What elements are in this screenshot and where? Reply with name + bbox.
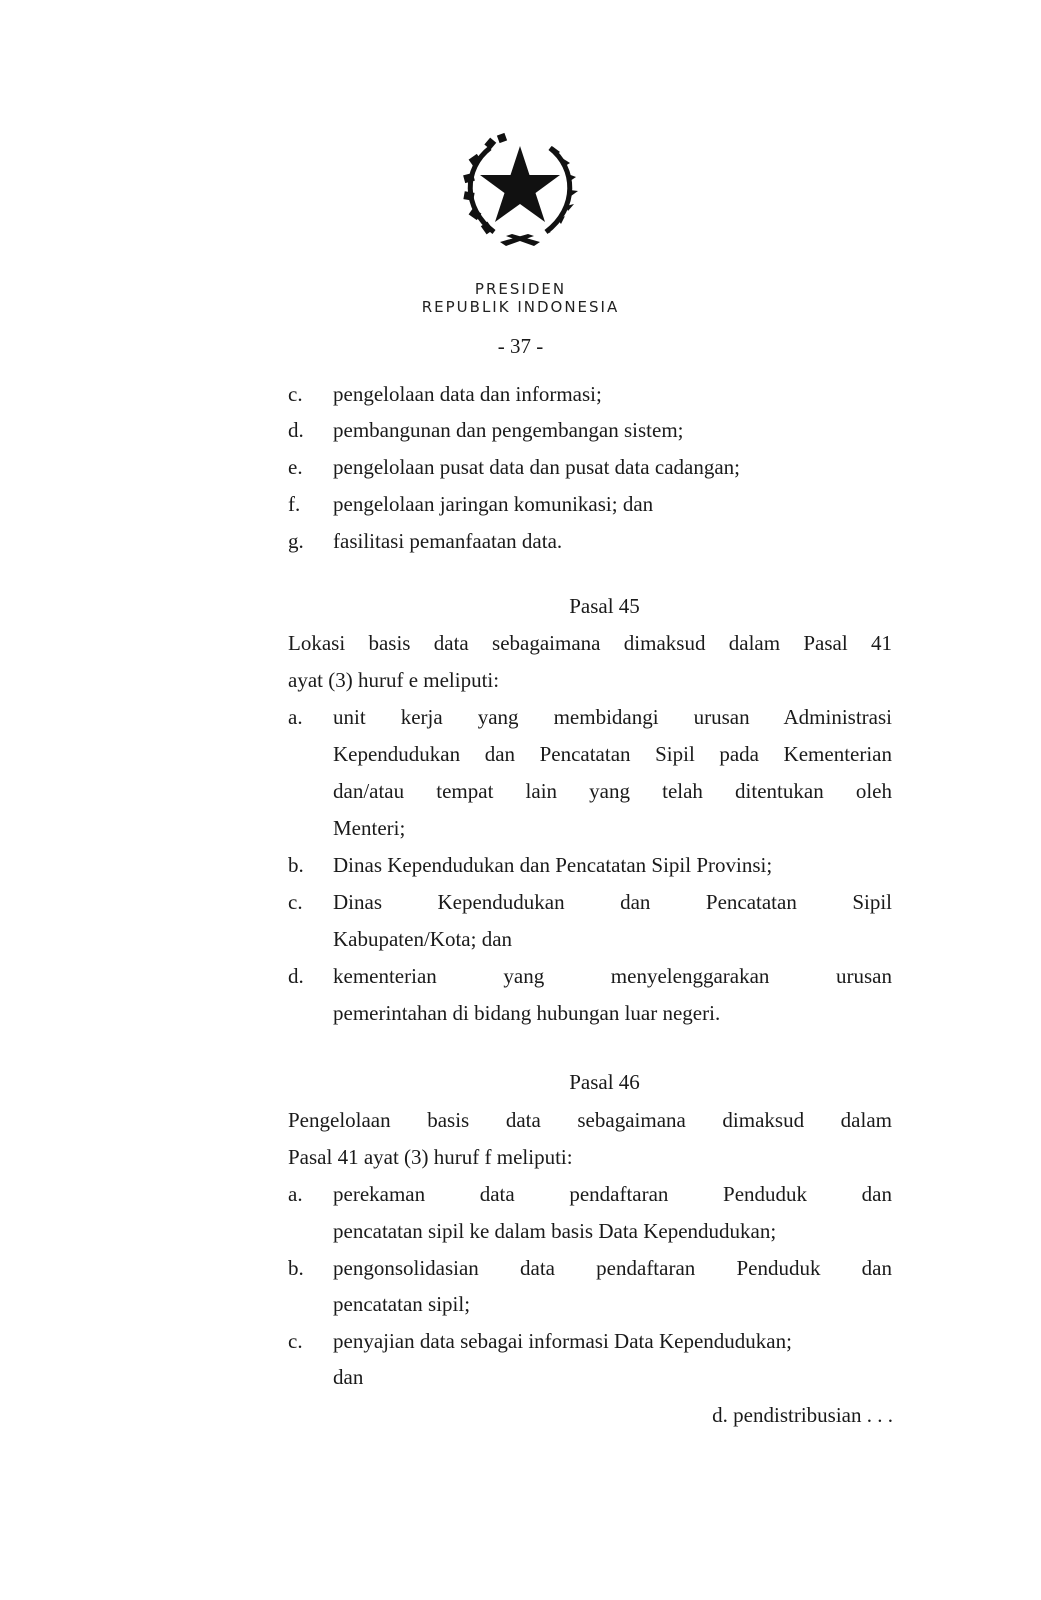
- continuation-text: d. pendistribusian . . .: [712, 1403, 893, 1427]
- list-item-text: pengelolaan pusat data dan pusat data cadangan;: [333, 455, 740, 479]
- list-item-label: a.: [288, 1182, 303, 1206]
- institution-line1: PRESIDEN: [474, 280, 567, 298]
- presiden-emblem-icon: [454, 128, 586, 252]
- list-item-label: d.: [288, 964, 304, 988]
- list-item-label: c.: [288, 890, 303, 914]
- list-item-label: c.: [288, 382, 303, 406]
- list-item-text: Kependudukan dan Pencatatan Sipil pada Kementerian: [333, 742, 892, 766]
- list-item-text: pengonsolidasian data pendaftaran Penduduk dan: [333, 1256, 892, 1280]
- list-item-label: b.: [288, 853, 304, 877]
- list-item-text: kementerian yang menyelenggarakan urusan: [333, 964, 892, 988]
- list-item-text: Dinas Kependudukan dan Pencatatan Sipil: [333, 890, 892, 914]
- list-item-label: c.: [288, 1329, 303, 1353]
- list-item-text: Menteri;: [333, 816, 406, 840]
- page-number: - 37 -: [497, 334, 544, 358]
- pasal-45-intro-line1: Lokasi basis data sebagaimana dimaksud dalam Pasal 41: [288, 631, 892, 655]
- list-item-text: pemerintahan di bidang hubungan luar negeri.: [333, 1001, 721, 1025]
- list-item-text: unit kerja yang membidangi urusan Administrasi: [333, 705, 892, 729]
- pasal-46-intro-line1: Pengelolaan basis data sebagaimana dimaksud dalam: [288, 1108, 892, 1132]
- list-item-label: f.: [288, 492, 301, 516]
- list-item-text: fasilitasi pemanfaatan data.: [333, 529, 563, 553]
- list-item-text: pencatatan sipil;: [333, 1292, 471, 1316]
- list-item-text: dan/atau tempat lain yang telah ditentukan oleh: [333, 779, 892, 803]
- list-item-label: d.: [288, 418, 304, 442]
- list-item-text: dan: [333, 1365, 364, 1389]
- pasal-45-title: Pasal 45: [569, 594, 640, 618]
- list-item-label: e.: [288, 455, 303, 479]
- institution-line2: REPUBLIK INDONESIA: [421, 298, 620, 316]
- list-item-text: perekaman data pendaftaran Penduduk dan: [333, 1182, 892, 1206]
- list-item-text: pembangunan dan pengembangan sistem;: [333, 418, 684, 442]
- list-item-label: a.: [288, 705, 303, 729]
- pasal-46-title: Pasal 46: [569, 1070, 640, 1094]
- list-item-text: pencatatan sipil ke dalam basis Data Kependudukan;: [333, 1219, 777, 1243]
- list-item-text: penyajian data sebagai informasi Data Kependudukan;: [333, 1329, 792, 1353]
- list-item-label: g.: [288, 529, 304, 553]
- list-item-text: Dinas Kependudukan dan Pencatatan Sipil Provinsi;: [333, 853, 773, 877]
- pasal-45-intro-line2: ayat (3) huruf e meliputi:: [288, 668, 500, 692]
- pasal-46-intro-line2: Pasal 41 ayat (3) huruf f meliputi:: [288, 1145, 573, 1169]
- list-item-text: pengelolaan data dan informasi;: [333, 382, 602, 406]
- list-item-label: b.: [288, 1256, 304, 1280]
- list-item-text: Kabupaten/Kota; dan: [333, 927, 513, 951]
- list-item-text: pengelolaan jaringan komunikasi; dan: [333, 492, 654, 516]
